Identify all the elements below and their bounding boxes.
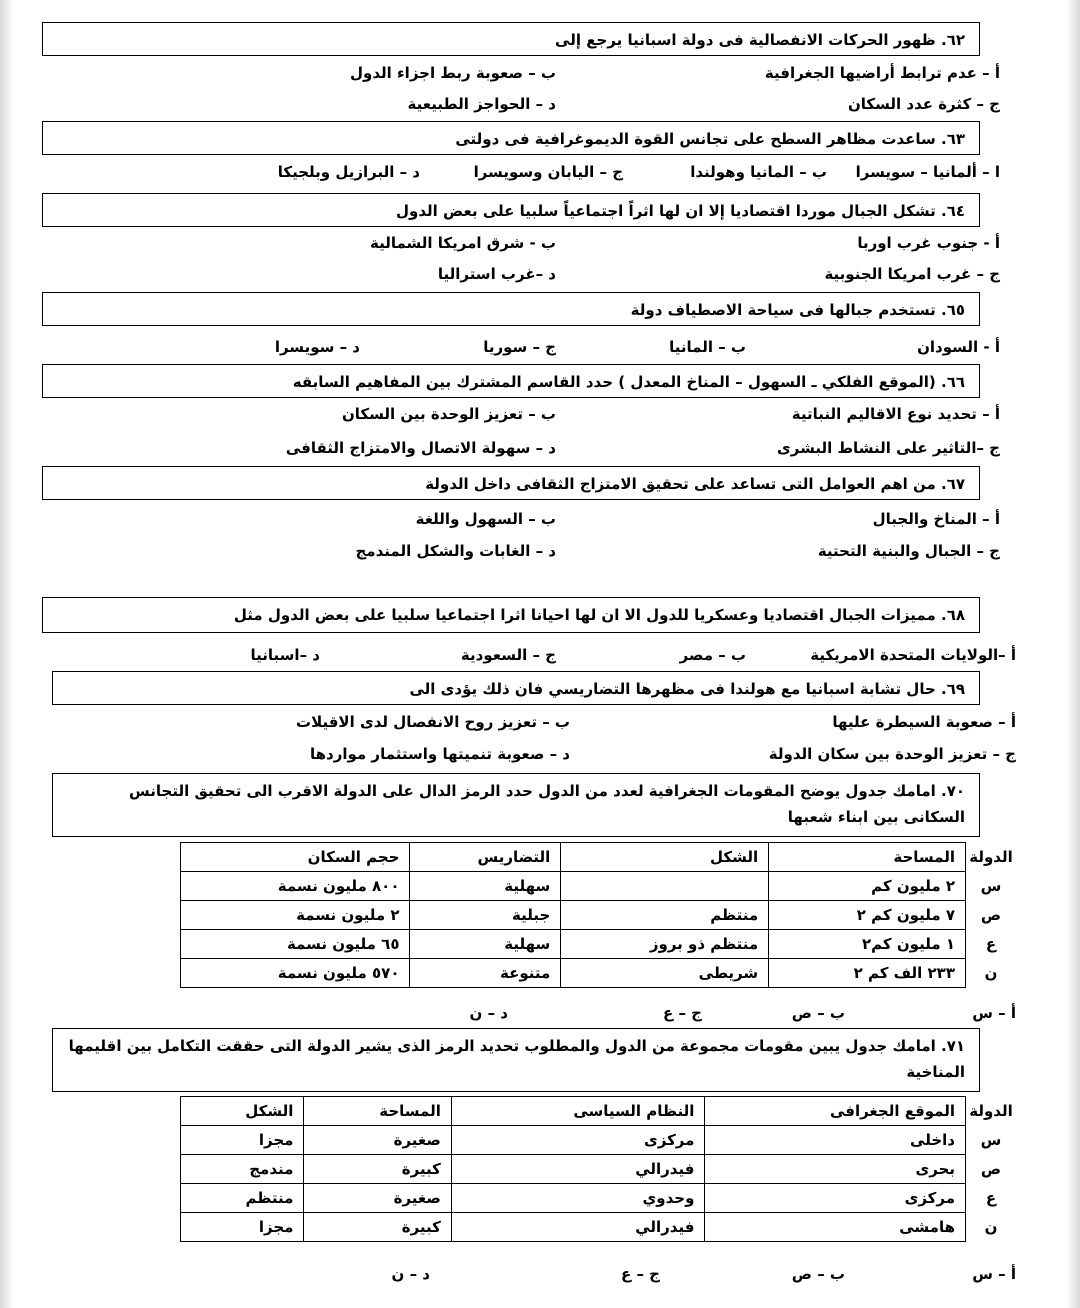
table-70-cell: منتظم ذو بروز — [561, 930, 769, 959]
table-70-cell: ع — [985, 935, 997, 953]
q68-option-d: د –اسبانيا — [250, 646, 320, 664]
table-70-cell: ٧ مليون كم ٢ — [769, 901, 966, 930]
table-70-cell: سهلية — [410, 872, 561, 901]
q69-option-d: د – صعوبة تنميتها واستثمار مواردها — [310, 745, 570, 763]
question-68-stem: ٦٨. مميزات الجبال اقتصاديا وعسكريا للدول الا ان لها احيانا اثرا اجتماعيا سلبيا على بعض الدول مثل — [42, 597, 980, 633]
table-71-cell: فيدرالي — [451, 1155, 705, 1184]
table-71-cell: ن — [984, 1218, 998, 1236]
q68-option-a: أ –الولايات المتحدة الامريكية — [810, 646, 1016, 664]
q63-option-b: ب – المانيا وهولندا — [690, 163, 827, 181]
page-edge-shadow — [0, 0, 14, 1308]
page-edge-shadow — [1066, 0, 1080, 1308]
table-70-cell: ١ مليون كم٢ — [769, 930, 966, 959]
table-70-cell: سهلية — [410, 930, 561, 959]
table-70-header-shape: الشكل — [561, 843, 769, 872]
q64-option-d: د –غرب استراليا — [437, 265, 556, 283]
table-71-header-shape: الشكل — [181, 1097, 304, 1126]
question-63-stem: ٦٣. ساعدت مظاهر السطح على تجانس القوة الديموغرافية فى دولتى — [42, 121, 980, 155]
table-71-header-country: الدولة — [969, 1102, 1013, 1120]
q71-option-d: د – ن — [391, 1265, 430, 1283]
q62-option-b: ب – صعوبة ربط اجزاء الدول — [350, 64, 556, 82]
question-67-stem: ٦٧. من اهم العوامل التى تساعد على تحقيق الامتزاج الثقافى داخل الدولة — [42, 466, 980, 500]
q71-option-c: ج – ع — [620, 1265, 660, 1283]
table-70-cell: منتظم — [561, 901, 769, 930]
table-70-header-country: الدولة — [969, 848, 1013, 866]
table-71-cell: س — [980, 1131, 1002, 1149]
q69-option-a: أ – صعوبة السيطرة عليها — [832, 713, 1016, 731]
q63-option-c: ج – اليابان وسويسرا — [473, 163, 623, 181]
table-row — [181, 1184, 1017, 1213]
q67-option-b: ب – السهول واللغة — [415, 510, 556, 528]
table-71-cell: مركزى — [705, 1184, 966, 1213]
table-70-cell: ٢ مليون كم — [769, 872, 966, 901]
table-row — [181, 1126, 1017, 1155]
q66-option-d: د – سهولة الاتصال والامتزاج الثقافى — [285, 439, 556, 457]
table-70-cell: متنوعة — [410, 959, 561, 988]
table-71-cell: وحدوي — [451, 1184, 705, 1213]
table-71-cell: هامشى — [705, 1213, 966, 1242]
question-70-stem: ٧٠. امامك جدول يوضح المقومات الجغرافية لعدد من الدول حدد الرمز الدال على الدولة الاقرب الى تحقيق التجانس السكانى بين ابناء شعبها — [52, 773, 980, 837]
table-row — [181, 1155, 1017, 1184]
table-71-header-location: الموقع الجغرافى — [705, 1097, 966, 1126]
q66-option-c: ج –التاثير على النشاط البشرى — [777, 439, 1000, 457]
table-71 — [180, 1096, 1016, 1242]
q62-option-c: ج – كثرة عدد السكان — [847, 95, 1000, 113]
table-71-header-area: المساحة — [304, 1097, 451, 1126]
table-71-header-political-system: النظام السياسى — [451, 1097, 705, 1126]
table-70-header-population: حجم السكان — [181, 843, 410, 872]
table-70-cell: ٨٠٠ مليون نسمة — [181, 872, 410, 901]
table-70-cell: س — [980, 877, 1002, 895]
table-70-cell: ٢ مليون نسمة — [181, 901, 410, 930]
question-69-stem: ٦٩. حال تشابة اسبانيا مع هولندا فى مظهرها التضاريسي فان ذلك يؤدى الى — [52, 671, 980, 705]
table-row — [181, 901, 1017, 930]
table-71-cell: مركزى — [451, 1126, 705, 1155]
q67-option-d: د – الغابات والشكل المندمج — [355, 542, 556, 560]
q69-option-c: ج – تعزيز الوحدة بين سكان الدولة — [768, 745, 1016, 763]
q65-option-d: د – سويسرا — [274, 338, 360, 356]
table-70-cell: جبلية — [410, 901, 561, 930]
table-row — [181, 872, 1017, 901]
q70-option-b: ب – ص — [791, 1004, 845, 1022]
q71-option-a: أ – س — [972, 1265, 1016, 1283]
q67-option-c: ج – الجبال والبنية التحتية — [817, 542, 1000, 560]
table-71-cell: كبيرة — [304, 1213, 451, 1242]
q65-option-b: ب – المانيا — [669, 338, 746, 356]
q68-option-c: ج – السعودية — [460, 646, 556, 664]
table-71-cell: مندمج — [181, 1155, 304, 1184]
table-70-cell: شريطى — [561, 959, 769, 988]
table-70-cell: ص — [980, 906, 1002, 924]
question-71-stem: ٧١. امامك جدول يبين مقومات مجموعة من الدول والمطلوب تحديد الرمز الذى يشير الدولة التى حققت التكامل بين اقليمها المناخية — [52, 1028, 980, 1092]
table-71-cell: ع — [985, 1189, 997, 1207]
table-70-cell — [561, 872, 769, 901]
table-70-cell: ن — [984, 964, 998, 982]
q64-option-c: ج – غرب امريكا الجنوبية — [824, 265, 1000, 283]
question-64-stem: ٦٤. تشكل الجبال موردا اقتصاديا إلا ان لها اثراً اجتماعياً سلبيا على بعض الدول — [42, 193, 980, 227]
q65-option-a: أ - السودان — [917, 338, 1000, 356]
table-row — [181, 959, 1017, 988]
q65-option-c: ج – سوريا — [483, 338, 556, 356]
question-62-stem: ٦٢. ظهور الحركات الانفصالية فى دولة اسبانيا يرجع إلى — [42, 22, 980, 56]
question-65-stem: ٦٥. تستخدم جبالها فى سياحة الاصطياف دولة — [42, 292, 980, 326]
q64-option-b: ب - شرق امريكا الشمالية — [369, 234, 556, 252]
table-70 — [180, 842, 1016, 988]
q64-option-a: أ - جنوب غرب اوربا — [857, 234, 1000, 252]
table-71-cell: صغيرة — [304, 1184, 451, 1213]
table-71-cell: فيدرالي — [451, 1213, 705, 1242]
q70-option-c: ج – ع — [662, 1004, 702, 1022]
table-71-cell: داخلى — [705, 1126, 966, 1155]
q70-option-a: أ – س — [972, 1004, 1016, 1022]
q66-option-b: ب – تعزيز الوحدة بين السكان — [341, 405, 556, 423]
q71-option-b: ب – ص — [791, 1265, 845, 1283]
table-row — [181, 930, 1017, 959]
question-66-stem: ٦٦. (الموقع الفلكي ـ السهول – المناخ المعدل ) حدد القاسم المشترك بين المفاهيم السابقه — [42, 364, 980, 398]
table-70-cell: ٥٧٠ مليون نسمة — [181, 959, 410, 988]
table-71-cell: مجزا — [181, 1126, 304, 1155]
q62-option-a: أ – عدم ترابط أراضيها الجغرافية — [764, 64, 1000, 82]
table-70-cell: ٢٣٣ الف كم ٢ — [769, 959, 966, 988]
q63-option-a: ا – ألمانيا – سويسرا — [855, 163, 1000, 181]
table-70-header-area: المساحة — [769, 843, 966, 872]
table-70-cell: ٦٥ مليون نسمة — [181, 930, 410, 959]
q66-option-a: أ – تحديد نوع الاقاليم النباتية — [791, 405, 1000, 423]
table-71-cell: صغيرة — [304, 1126, 451, 1155]
q62-option-d: د – الحواجز الطبيعية — [407, 95, 556, 113]
table-row — [181, 1213, 1017, 1242]
table-70-header-terrain: التضاريس — [410, 843, 561, 872]
table-71-cell: مجزا — [181, 1213, 304, 1242]
q68-option-b: ب – مصر — [679, 646, 746, 664]
q63-option-d: د – البرازيل وبلجيكا — [277, 163, 420, 181]
q67-option-a: أ – المناخ والجبال — [872, 510, 1000, 528]
table-71-cell: ص — [980, 1160, 1002, 1178]
q70-option-d: د – ن — [469, 1004, 508, 1022]
q69-option-b: ب – تعزيز روح الانفصال لدى الاقيلات — [296, 713, 570, 731]
table-71-cell: كبيرة — [304, 1155, 451, 1184]
table-71-cell: بحرى — [705, 1155, 966, 1184]
table-71-cell: منتظم — [181, 1184, 304, 1213]
